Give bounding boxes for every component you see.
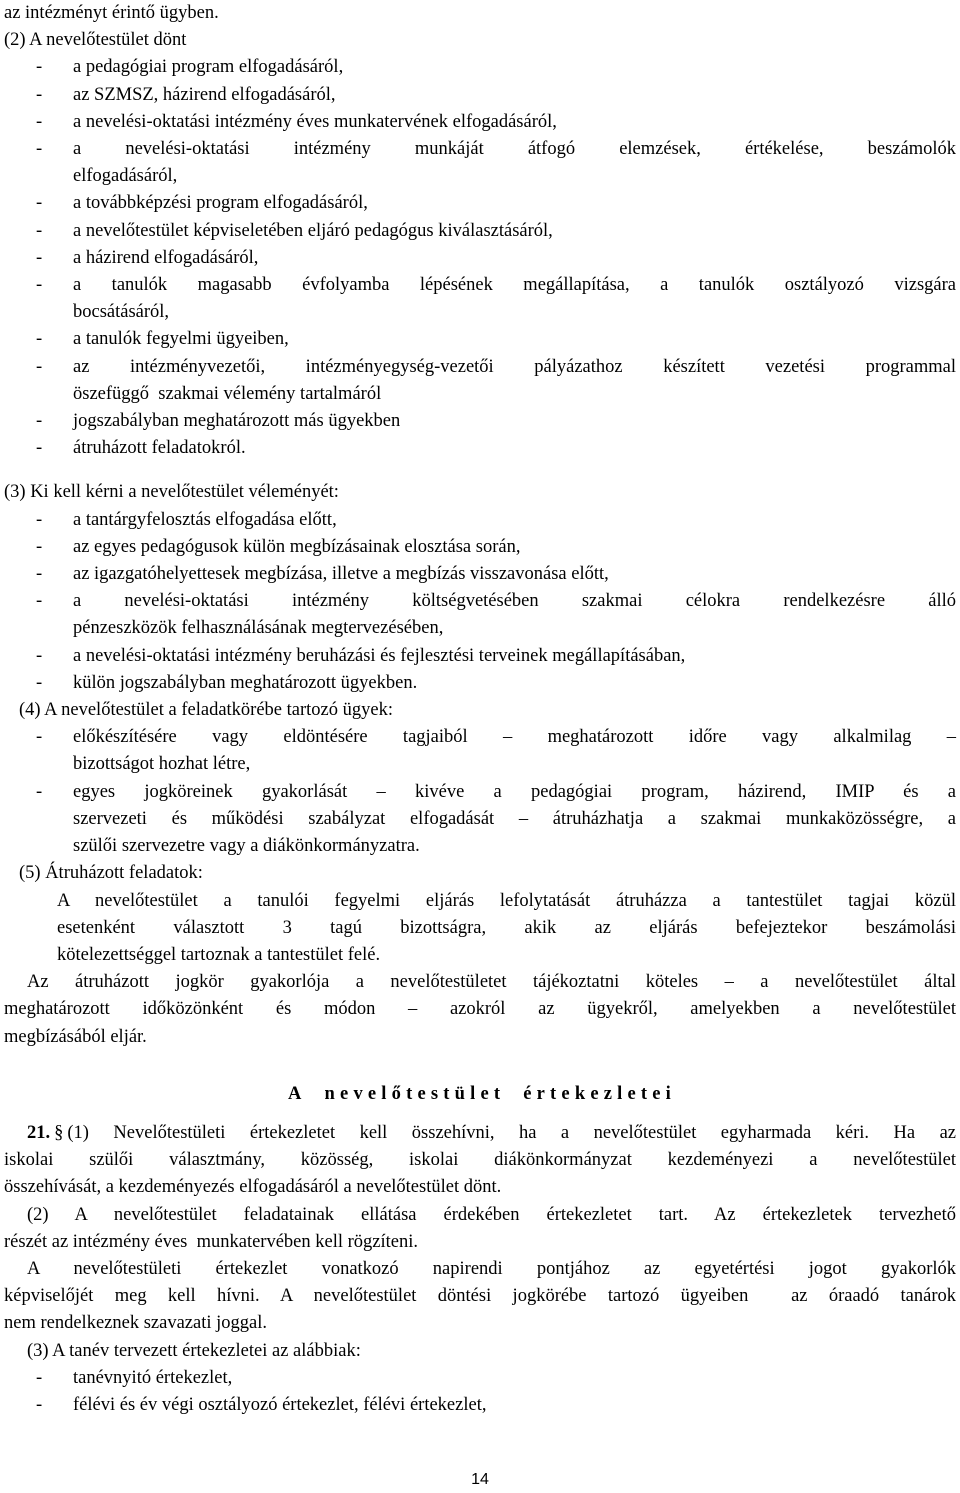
section-3-list (4, 507, 956, 697)
list-item (4, 136, 956, 163)
list-item (4, 218, 956, 245)
text-line: A nevelőtestület a tanulói fegyelmi eljárás lefolytatását átruházza a tantestület tagjai közül (57, 890, 956, 911)
list-item (4, 245, 956, 272)
list-item-text: a nevelési-oktatási intézmény beruházási és fejlesztési terveinek megállapításában, (73, 645, 686, 666)
list-dash: - (36, 727, 43, 748)
list-item-text: az SZMSZ, házirend elfogadásáról, (73, 84, 336, 105)
list-dash: - (36, 438, 43, 459)
list-item-text: a pedagógiai program elfogadásáról, (73, 57, 344, 78)
text-line: A nevelőtestületi értekezlet vonatkozó napirendi pontjához az egyetértési jogot gyakorlók (27, 1258, 956, 1279)
list-item-text: a nevelőtestület képviseletében eljáró pedagógus kiválasztásáról, (73, 220, 553, 241)
list-dash: - (36, 1394, 43, 1415)
section-2-header: (2) A nevelőtestület dönt (4, 30, 187, 51)
section-3-header: (3) Ki kell kérni a nevelőtestület véleményét: (4, 482, 339, 503)
list-item-text: az igazgatóhelyettesek megbízása, illetve a megbízás visszavonása előtt, (73, 564, 609, 585)
list-item-continuation: bocsátásáról, (73, 302, 170, 323)
list-dash: - (36, 84, 43, 105)
line-with-number (4, 1120, 956, 1147)
list-dash: - (36, 139, 43, 160)
text-line: (2) A nevelőtestület feladatainak ellátása érdekében értekezletet tart. Az értekezletek tervezhető (27, 1204, 956, 1225)
list-dash: - (36, 509, 43, 530)
list-item-text: a tanulók fegyelmi ügyeiben, (73, 329, 289, 350)
list-dash: - (36, 329, 43, 350)
list-item (4, 534, 956, 561)
heading-word: A (287, 1083, 307, 1104)
text-line: esetenként választott 3 tagú bizottságra, akik az eljárás befejeztekor beszámolási (57, 917, 956, 938)
page-number: 14 (471, 1471, 489, 1488)
list-item-text: tanévnyitó értekezlet, (73, 1367, 233, 1388)
list-item-text: külön jogszabályban meghatározott ügyekben. (73, 672, 418, 693)
list-item (4, 588, 956, 615)
list-item-continuation: pénzeszközök felhasználásának megtervezésében, (73, 618, 444, 639)
list-item (4, 82, 956, 109)
list-item-text: a házirend elfogadásáról, (73, 247, 259, 268)
text-line: részét az intézmény éves munkatervében kell rögzíteni. (4, 1231, 419, 1252)
list-item-text: a tanulók magasabb évfolyamba lépésének megállapítása, a tanulók osztályozó vizsgára (73, 275, 956, 296)
list-item (4, 507, 956, 534)
list-item-text: a nevelési-oktatási intézmény költségvetésében szakmai célokra rendelkezésre álló (73, 591, 956, 612)
list-item (4, 354, 956, 381)
text-line: Az átruházott jogkör gyakorlója a nevelőtestületet tájékoztatni köteles – a nevelőtestület által (27, 972, 956, 993)
list-item-text: átruházott feladatokról. (73, 438, 246, 459)
list-item (4, 724, 956, 751)
list-item-text: egyes jogköreinek gyakorlását – kivéve a pedagógiai program, házirend, IMIP és a (73, 781, 956, 802)
list-dash: - (36, 356, 43, 377)
list-item-continuation: elfogadásáról, (73, 166, 178, 187)
list-dash: - (36, 275, 43, 296)
text-line (4, 1120, 956, 1147)
list-dash: - (36, 220, 43, 241)
list-item-text: a nevelési-oktatási intézmény munkáját átfogó elemzések, értékelése, beszámolók (73, 139, 956, 160)
section-2-list (4, 54, 956, 462)
list-dash: - (36, 645, 43, 666)
list-item (4, 670, 956, 697)
text-line: nem rendelkeznek szavazati joggal. (4, 1313, 267, 1334)
list-item-continuation: szülői szervezetre vagy a diákönkormányzatra. (73, 836, 420, 857)
list-dash: - (36, 111, 43, 132)
list-item (4, 326, 956, 353)
text-line: (3) A tanév tervezett értekezletei az alábbiak: (27, 1340, 361, 1361)
text-line: az intézményt érintő ügyben. (4, 3, 219, 23)
text-line: képviselőjét meg kell hívni. A nevelőtestület döntési jogkörébe tartozó ügyeiben az óraadó tanárok (4, 1286, 956, 1307)
list-item-text: a tantárgyfelosztás elfogadása előtt, (73, 509, 337, 530)
text-line: megbízásából eljár. (4, 1026, 147, 1047)
section-5-body (4, 888, 956, 970)
list-dash: - (36, 564, 43, 585)
section-4-header: (4) A nevelőtestület a feladatkörébe tartozó ügyek: (19, 700, 393, 721)
list-item-text: a nevelési-oktatási intézmény éves munkatervének elfogadásáról, (73, 111, 557, 132)
list-dash: - (36, 57, 43, 78)
list-item (4, 109, 956, 136)
list-item (4, 408, 956, 435)
list-item-text: jogszabályban meghatározott más ügyekben (73, 411, 401, 432)
list-item-text: félévi és év végi osztályozó értekezlet, félévi értekezlet, (73, 1394, 487, 1415)
heading-word: értekezletei (523, 1083, 677, 1104)
document-page (4, 0, 956, 1419)
list-dash: - (36, 781, 43, 802)
list-dash: - (36, 672, 43, 693)
list-item (4, 54, 956, 81)
text-line: összehívását, a kezdeményezés elfogadásáról a nevelőtestület dönt. (4, 1177, 502, 1198)
text-span: (1) Nevelőtestületi értekezletet kell összehívni, ha a nevelőtestület egyharmada kéri. Ha az (67, 1122, 956, 1143)
list-item (4, 1392, 956, 1419)
section-heading (4, 1081, 956, 1108)
delegation-paragraph (4, 969, 956, 1051)
section-5-header: (5) Átruházott feladatok: (19, 863, 203, 884)
list-item (4, 1365, 956, 1392)
section-21 (4, 1120, 956, 1419)
list-dash: - (36, 591, 43, 612)
list-item (4, 779, 956, 806)
list-item (4, 435, 956, 462)
heading-word: nevelőtestület (324, 1083, 506, 1104)
list-item-continuation: bizottságot hozhat létre, (73, 754, 251, 775)
section-number: 21. (27, 1122, 51, 1143)
text-line: kötelezettséggel tartoznak a tantestület felé. (57, 944, 381, 965)
list-dash: - (36, 1367, 43, 1388)
list-item-text: az intézményvezetői, intézményegység-vezetői pályázathoz készített vezetési programmal (73, 356, 956, 377)
text-line: meghatározott időközönként és módon – azokról az ügyekről, amelyekben a nevelőtestület (4, 999, 956, 1020)
list-item (4, 190, 956, 217)
list-dash: - (36, 247, 43, 268)
list-item-text: a továbbképzési program elfogadásáról, (73, 193, 368, 214)
list-item-continuation: öszefüggő szakmai vélemény tartalmáról (73, 383, 382, 404)
list-item-text: előkészítésére vagy eldöntésére tagjaiból – meghatározott időre vagy alkalmilag – (73, 727, 956, 748)
list-dash: - (36, 411, 43, 432)
list-dash: - (36, 193, 43, 214)
section-symbol: § (54, 1122, 64, 1143)
list-item (4, 561, 956, 588)
section-4-list (4, 724, 956, 860)
text-line: iskolai szülői választmány, közösség, iskolai diákönkormányzat kezdeményezi a nevelőtestület (4, 1150, 956, 1171)
list-item (4, 272, 956, 299)
list-item-text: az egyes pedagógusok külön megbízásainak elosztása során, (73, 536, 521, 557)
list-dash: - (36, 536, 43, 557)
list-item (4, 643, 956, 670)
list-item-continuation: szervezeti és működési szabályzat elfogadását – átruházhatja a szakmai munkaközösségre, a (73, 808, 956, 829)
